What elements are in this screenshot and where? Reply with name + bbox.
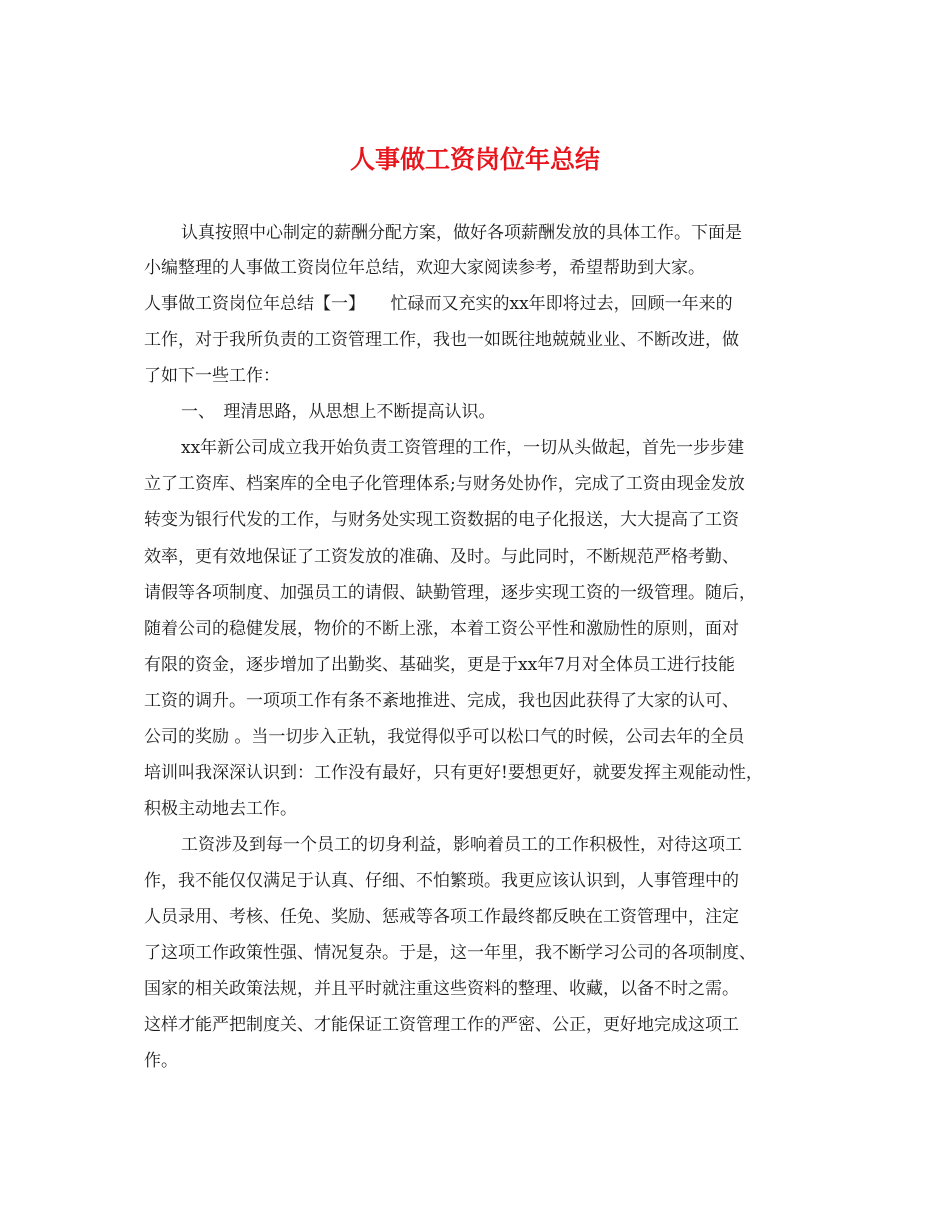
text-line-23: 这样才能严把制度关、才能保证工资管理工作的严密、公正，更好地完成这项工 bbox=[144, 1015, 739, 1035]
text-line-22: 国家的相关政策法规，并且平时就注重这些资料的整理、收藏，以备不时之需。 bbox=[144, 979, 739, 999]
text-line-12: 随着公司的稳健发展，物价的不断上涨，本着工资公平性和激励性的原则，面对 bbox=[144, 619, 739, 639]
text-line-1: 认真按照中心制定的薪酬分配方案，做好各项薪酬发放的具体工作。下面是 bbox=[181, 223, 742, 243]
text-line-2: 小编整理的人事做工资岗位年总结，欢迎大家阅读参考，希望帮助到大家。 bbox=[144, 258, 705, 278]
section-heading-1: 一、 理清思路，从思想上不断提高认识。 bbox=[181, 402, 496, 422]
text-line-19: 作，我不能仅仅满足于认真、仔细、不怕繁琐。我更应该认识到，人事管理中的 bbox=[144, 871, 739, 891]
text-line-13: 有限的资金，逐步增加了出勤奖、基础奖，更是于xx年7月对全体员工进行技能 bbox=[144, 655, 735, 675]
text-line-5: 了如下一些工作： bbox=[144, 366, 280, 386]
text-line-17: 积极主动地去工作。 bbox=[144, 799, 297, 819]
text-line-18: 工资涉及到每一个员工的切身利益，影响着员工的工作积极性，对待这项工 bbox=[181, 835, 742, 855]
text-line-9: 转变为银行代发的工作，与财务处实现工资数据的电子化报送，大大提高了工资 bbox=[144, 510, 739, 530]
text-line-7: xx年新公司成立我开始负责工资管理的工作，一切从头做起，首先一步步建 bbox=[181, 438, 745, 458]
text-line-10: 效率，更有效地保证了工资发放的准确、及时。与此同时，不断规范严格考勤、 bbox=[144, 547, 739, 567]
text-line-21: 了这项工作政策性强、情况复杂。于是，这一年里，我不断学习公司的各项制度、 bbox=[144, 943, 756, 963]
text-line-11: 请假等各项制度、加强员工的请假、缺勤管理，逐步实现工资的一级管理。随后， bbox=[144, 583, 756, 603]
text-line-14: 工资的调升。一项项工作有条不紊地推进、完成，我也因此获得了大家的认可、 bbox=[144, 691, 739, 711]
text-line-3: 人事做工资岗位年总结【一】 忙碌而又充实的xx年即将过去，回顾一年来的 bbox=[144, 294, 733, 314]
text-line-24: 作。 bbox=[144, 1051, 178, 1071]
text-line-15: 公司的奖励 。当一切步入正轨，我觉得似乎可以松口气的时候，公司去年的全员 bbox=[144, 727, 745, 747]
text-line-8: 立了工资库、档案库的全电子化管理体系;与财务处协作，完成了工资由现金发放 bbox=[144, 474, 745, 494]
text-line-20: 人员录用、考核、任免、奖励、惩戒等各项工作最终都反映在工资管理中，注定 bbox=[144, 907, 739, 927]
text-line-4: 工作，对于我所负责的工资管理工作，我也一如既往地兢兢业业、不断改进，做 bbox=[144, 330, 739, 350]
document-title: 人事做工资岗位年总结 bbox=[349, 145, 600, 174]
text-line-16: 培训叫我深深认识到：工作没有最好，只有更好!要想更好，就要发挥主观能动性， bbox=[144, 763, 763, 783]
